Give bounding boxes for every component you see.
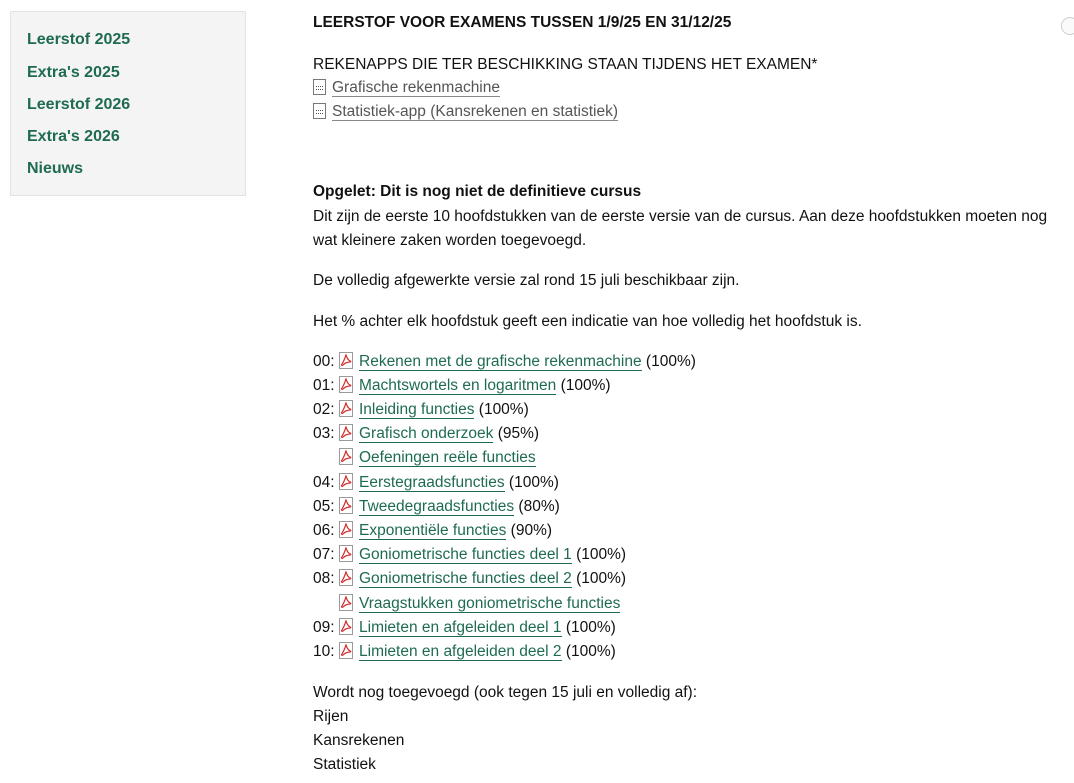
pdf-icon [339, 521, 353, 538]
chapter-link[interactable]: Goniometrische functies deel 1 [359, 546, 572, 563]
file-icon [313, 103, 326, 119]
chapter-percentage: (95%) [497, 425, 540, 442]
chapter-link[interactable]: Limieten en afgeleiden deel 1 [359, 619, 562, 636]
pdf-icon [339, 400, 353, 417]
sidebar-item-extras-2026[interactable]: Extra's 2026 [27, 128, 120, 145]
sidebar-item-extras-2025[interactable]: Extra's 2025 [27, 64, 120, 81]
chapter-row [313, 448, 536, 468]
chapter-percentage: (100%) [565, 619, 616, 636]
print-icon[interactable] [1061, 17, 1074, 35]
app-link-grafische-rekenmachine[interactable]: Grafische rekenmachine [332, 79, 500, 96]
chapter-percentage: (100%) [478, 401, 529, 418]
chapter-number: 06: [313, 522, 335, 539]
chapter-row [313, 400, 529, 420]
chapter-link[interactable]: Tweedegraadsfuncties [359, 498, 515, 515]
chapter-percentage: (100%) [576, 570, 627, 587]
chapter-row [313, 424, 539, 444]
chapter-link[interactable]: Oefeningen reële functies [359, 449, 536, 466]
chapter-percentage: (100%) [645, 353, 696, 370]
chapter-link[interactable]: Limieten en afgeleiden deel 2 [359, 643, 562, 660]
chapter-row [313, 642, 616, 662]
apps-title: REKENAPPS DIE TER BESCHIKKING STAAN TIJDENS HET EXAMEN* [313, 56, 818, 73]
pdf-icon [339, 376, 353, 393]
warning-text-line1: Dit zijn de eerste 10 hoofdstukken van de eerste versie van de cursus. Aan deze hoofdstukken moeten nog [313, 208, 1048, 225]
todo-item: Statistiek [313, 756, 376, 773]
pdf-icon [339, 352, 353, 369]
chapter-link[interactable]: Goniometrische functies deel 2 [359, 570, 572, 587]
chapter-number: 05: [313, 498, 335, 515]
sidebar-item-nieuws[interactable]: Nieuws [27, 160, 84, 177]
pdf-icon [339, 642, 353, 659]
chapter-link[interactable]: Machtswortels en logaritmen [359, 377, 557, 394]
page-title: LEERSTOF VOOR EXAMENS TUSSEN 1/9/25 EN 31/12/25 [313, 14, 732, 31]
warning-title: Opgelet: Dit is nog niet de definitieve cursus [313, 183, 642, 200]
pdf-icon [339, 545, 353, 562]
chapter-percentage: (80%) [518, 498, 560, 515]
chapter-number: 03: [313, 425, 335, 442]
sidebar-item-leerstof-2025[interactable]: Leerstof 2025 [27, 31, 131, 48]
pdf-icon [339, 618, 353, 635]
chapter-percentage: (100%) [508, 474, 559, 491]
chapter-link[interactable]: Inleiding functies [359, 401, 475, 418]
chapter-row [313, 545, 626, 565]
chapter-row [313, 376, 611, 396]
percent-note: Het % achter elk hoofdstuk geeft een indicatie van hoe volledig het hoofdstuk is. [313, 313, 862, 330]
chapter-row [313, 594, 620, 614]
sidebar-item-leerstof-2026[interactable]: Leerstof 2026 [27, 96, 131, 113]
chapter-percentage: (100%) [560, 377, 611, 394]
chapter-link[interactable]: Vraagstukken goniometrische functies [359, 595, 621, 612]
chapter-number: 09: [313, 619, 335, 636]
chapter-number: 07: [313, 546, 335, 563]
chapter-number: 02: [313, 401, 335, 418]
app-row [313, 102, 618, 122]
chapter-number: 08: [313, 570, 335, 587]
app-row [313, 78, 500, 98]
chapter-number: 00: [313, 353, 335, 370]
pdf-icon [339, 448, 353, 465]
chapter-link[interactable]: Grafisch onderzoek [359, 425, 494, 442]
chapter-number: 10: [313, 643, 335, 660]
file-icon [313, 79, 326, 95]
chapter-row [313, 618, 616, 638]
pdf-icon [339, 569, 353, 586]
chapter-number: 04: [313, 474, 335, 491]
chapter-row [313, 352, 696, 372]
chapter-link[interactable]: Rekenen met de grafische rekenmachine [359, 353, 642, 370]
todo-title: Wordt nog toegevoegd (ook tegen 15 juli en volledig af): [313, 684, 698, 701]
todo-item: Kansrekenen [313, 732, 405, 749]
chapter-percentage: (100%) [565, 643, 616, 660]
todo-item: Rijen [313, 708, 349, 725]
chapter-link[interactable]: Exponentiële functies [359, 522, 507, 539]
chapter-number: 01: [313, 377, 335, 394]
pdf-icon [339, 473, 353, 490]
chapter-percentage: (100%) [576, 546, 627, 563]
pdf-icon [339, 497, 353, 514]
chapter-row [313, 521, 552, 541]
warning-text-line2: wat kleinere zaken worden toegevoegd. [313, 232, 587, 249]
chapter-row [313, 569, 626, 589]
chapter-percentage: (90%) [510, 522, 553, 539]
sidebar-menu [10, 11, 246, 196]
chapter-link[interactable]: Eerstegraadsfuncties [359, 474, 505, 491]
chapter-row [313, 497, 560, 517]
release-note: De volledig afgewerkte versie zal rond 15 juli beschikbaar zijn. [313, 272, 740, 289]
pdf-icon [339, 424, 353, 441]
chapter-row [313, 473, 559, 493]
pdf-icon [339, 594, 353, 611]
app-link-statistiek-app[interactable]: Statistiek-app (Kansrekenen en statistiek) [332, 103, 619, 120]
